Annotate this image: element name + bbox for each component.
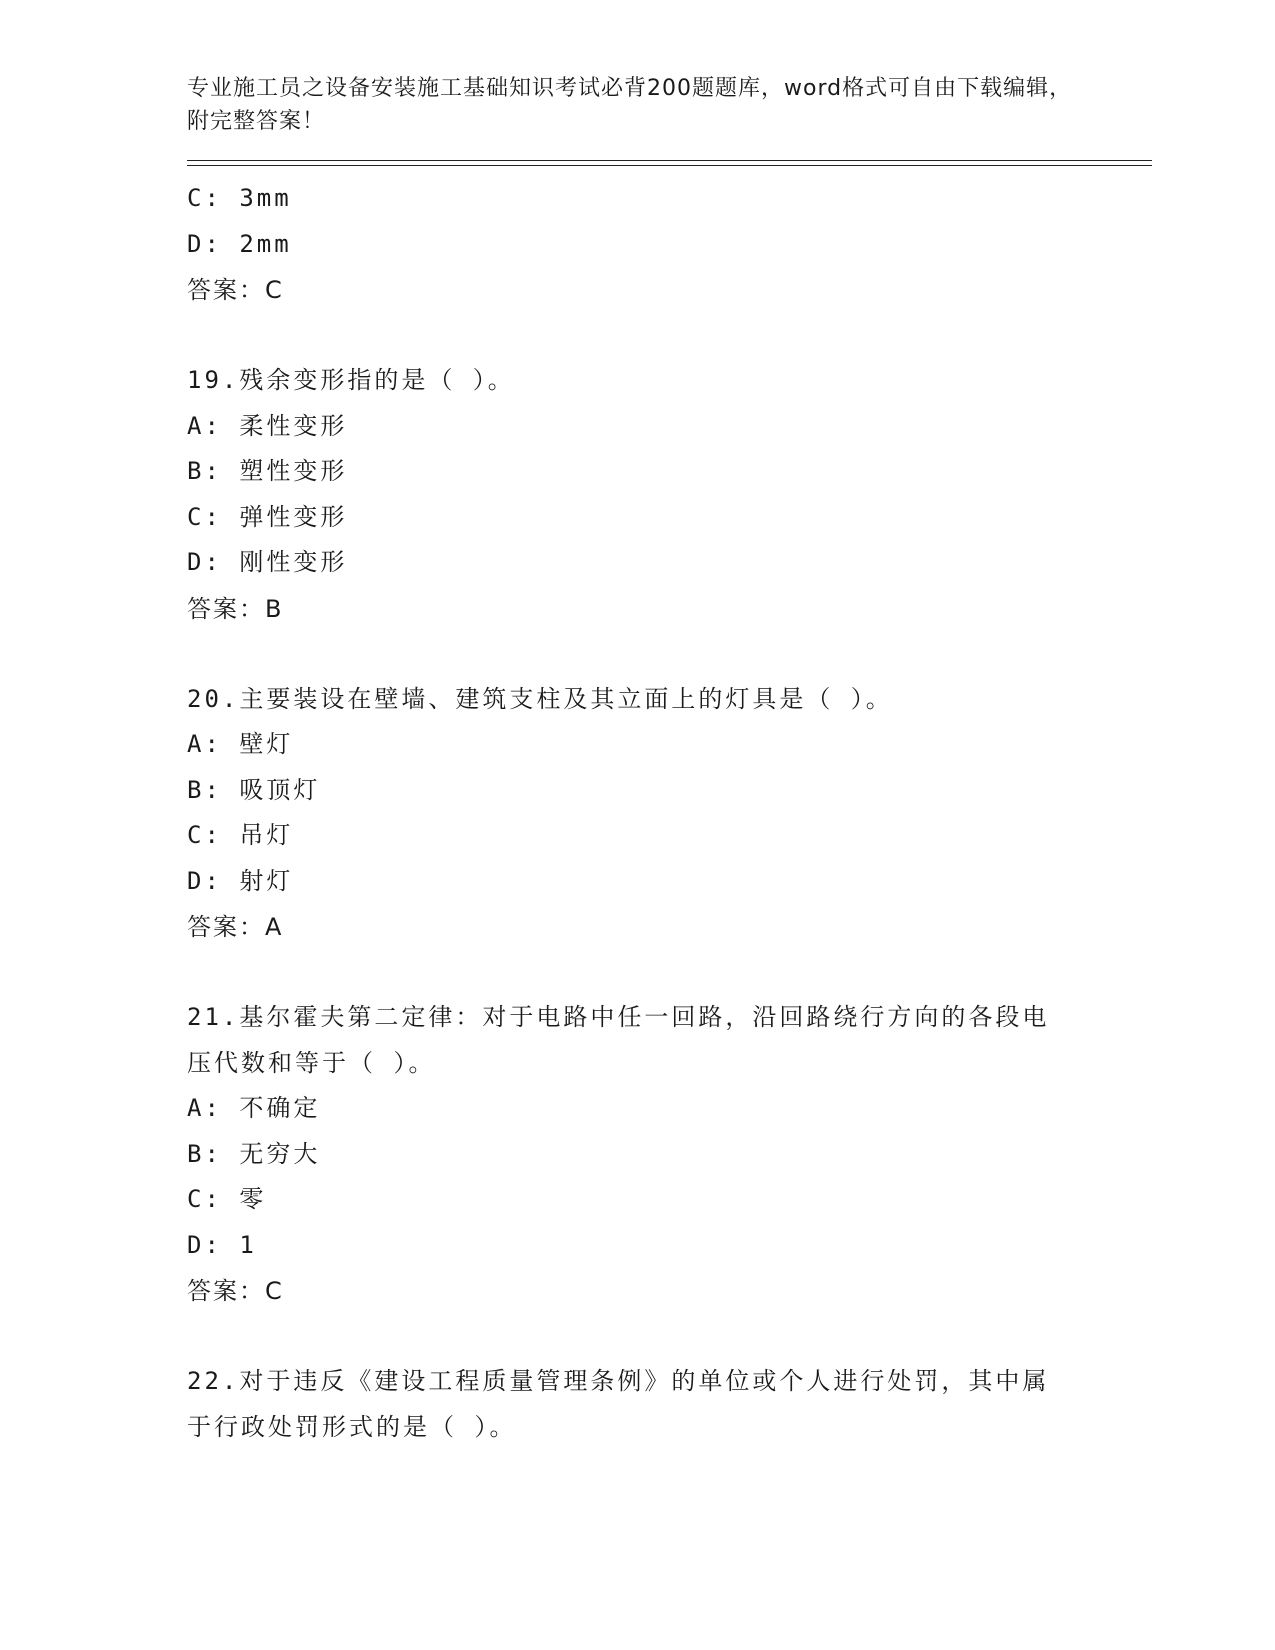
option-a: A: 柔性变形 <box>187 411 348 440</box>
question-22 <box>187 1359 1152 1450</box>
option-d: D: 射灯 <box>187 866 294 895</box>
option-b: B: 无穷大 <box>187 1139 321 1168</box>
question-stem: 21.基尔霍夫第二定律：对于电路中任一回路，沿回路绕行方向的各段电压代数和等于（ ）。 <box>187 1003 1050 1077</box>
header-divider <box>187 160 1152 166</box>
option-b: B: 塑性变形 <box>187 457 348 485</box>
option-a: A: 不确定 <box>187 1094 321 1122</box>
option-d: D: 2mm <box>187 229 292 258</box>
answer-line: 答案：C <box>187 1277 284 1305</box>
answer-line: 答案：B <box>187 594 284 623</box>
question-stem: 19.残余变形指的是（ ）。 <box>187 366 515 394</box>
question-content <box>187 176 1152 1450</box>
question-20 <box>187 677 1152 951</box>
answer-line: 答案：A <box>187 913 284 941</box>
document-header-title: 专业施工员之设备安装施工基础知识考试必背200题题库，word格式可自由下载编辑，附完整答案！ <box>187 76 1073 134</box>
answer-line: 答案：C <box>187 276 284 304</box>
document-page <box>187 72 1152 1450</box>
question-19 <box>187 358 1152 632</box>
option-d: D: 1 <box>187 1230 257 1259</box>
question-stem: 22.对于违反《建设工程质量管理条例》的单位或个人进行处罚，其中属于行政处罚形式的是（ ）。 <box>187 1367 1050 1441</box>
question-21 <box>187 995 1152 1314</box>
option-c: C: 零 <box>187 1185 267 1213</box>
option-b: B: 吸顶灯 <box>187 775 321 804</box>
option-c: C: 吊灯 <box>187 821 294 849</box>
prev-question-tail <box>187 176 1152 313</box>
option-c: C: 弹性变形 <box>187 502 348 531</box>
option-d: D: 刚性变形 <box>187 548 348 576</box>
option-c: C: 3mm <box>187 184 292 212</box>
question-stem: 20.主要装设在壁墙、建筑支柱及其立面上的灯具是（ ）。 <box>187 684 893 713</box>
option-a: A: 壁灯 <box>187 730 294 758</box>
